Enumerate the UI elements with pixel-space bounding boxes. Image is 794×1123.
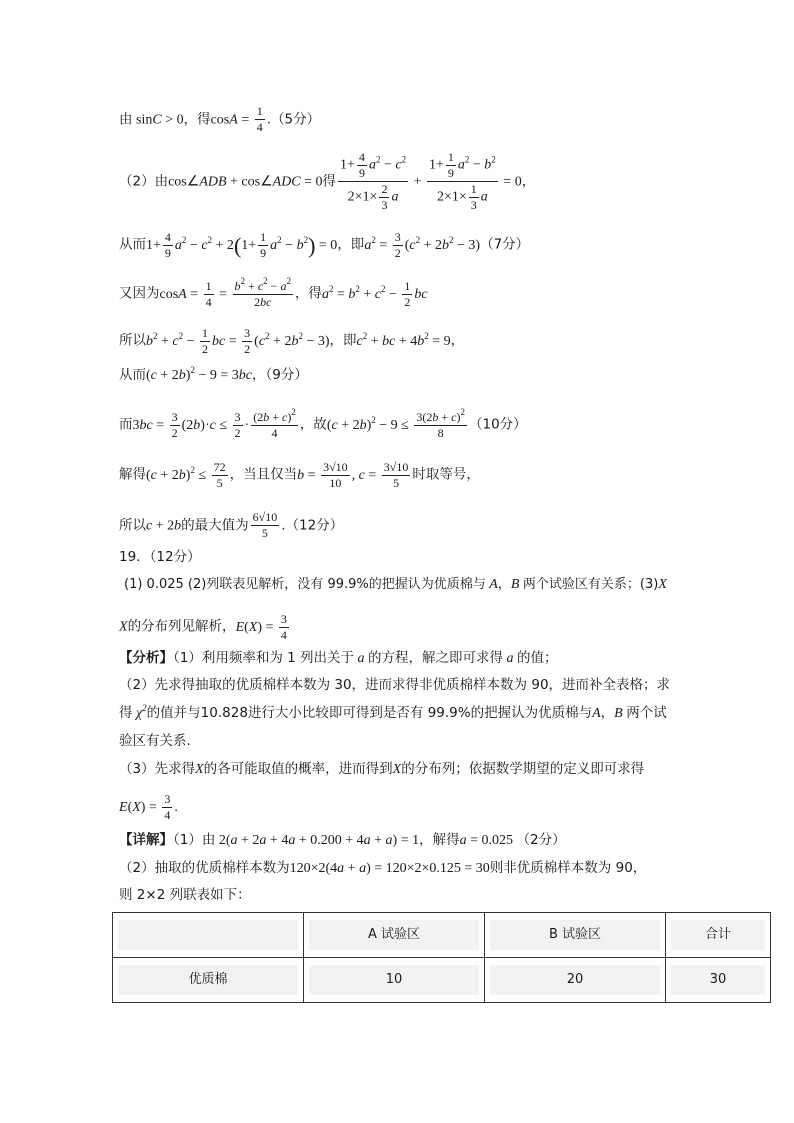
math: c + 2b — [146, 518, 182, 534]
math: 120×2(4a + a) = 120×2×0.125 = 30 — [289, 861, 490, 876]
text: ，解得 — [419, 832, 460, 848]
fraction: $\frac{1}{4}$ — [256, 104, 263, 134]
text: （7分） — [480, 236, 530, 253]
fraction: 1+ $\frac{1}{9}$ $a^2 - b^2$ 2×1× $\frac{1}{3}$ a — [428, 150, 496, 212]
line-2: （2）由cos∠ADB + cos∠ADC = 0得 1+ $\frac{4}{9}$ $a^2 - c^2$ 2×1× $\frac{2}{3}$ a + 1+ $\frac{1}{9}$ $a^2 - b^2$ 2×1× $\frac{1}{3}$ a = 0， — [119, 150, 536, 212]
cell-text: B 试验区 — [490, 920, 660, 950]
table-header-cell — [304, 913, 485, 958]
text: 所以 — [119, 517, 146, 534]
math: $a^2$ = $\frac{3}{2}$ $(c^2 + 2b^2 - 3)$ — [364, 230, 481, 260]
math: cosA = $\frac{1}{4}$ = $\frac{b^2 + c^2 - a^2}{2bc}$ — [159, 276, 291, 309]
text: 而 — [119, 416, 133, 433]
text: 的值并与10.828进行大小比较即可得到是否有 99.9%的把握认为优质棉与 — [146, 705, 593, 721]
math: 2(a + 2a + 4a + 0.200 + 4a + a) = 1 — [215, 833, 420, 848]
contingency-table — [112, 912, 771, 1003]
text: （2）抽取的优质棉样本数为 — [119, 860, 290, 876]
math: $(c + 2b)^2$ ≤ $\frac{72}{5}$ — [146, 460, 226, 490]
text: 19．（12分） — [119, 549, 201, 565]
analysis-line-3: 得 $\chi^2$的值并与10.828进行大小比较即可得到是否有 99.9%的把握认为优质棉与A，B 两个试 — [119, 703, 667, 721]
text: 两个试验区有关系；(3) — [522, 577, 659, 592]
text: 时取等号， — [412, 466, 480, 483]
table-cell — [113, 958, 304, 1003]
text: （2）先求得抽取的优质棉样本数为 30，进而求得非优质棉样本数为 90，进而补全表格；求 — [119, 677, 671, 693]
text: ， — [450, 332, 465, 349]
math: E(X) = $\frac{3}{4}$ . — [119, 792, 178, 822]
text: ， — [521, 173, 536, 190]
math: $a^2 = b^2 + c^2$ − $\frac{1}{2}$ bc — [321, 279, 428, 309]
cell-text: 20 — [490, 965, 660, 995]
text: （10分） — [468, 416, 527, 433]
table-header-row — [113, 913, 771, 958]
text: 的最大值为 — [181, 517, 249, 534]
line-4 — [119, 276, 428, 310]
math: sinC > 0 — [132, 112, 184, 128]
table-cell — [485, 958, 666, 1003]
text: 验区有关系. — [119, 733, 191, 749]
text: .（12分） — [281, 517, 344, 534]
text: 的分布列；依据数学期望的定义即可求得 — [401, 761, 645, 777]
text: ，当且仅当 — [229, 466, 298, 483]
text: 则非优质棉样本数为 90， — [489, 860, 647, 876]
text: 从而 — [119, 367, 146, 383]
text: 的值； — [517, 650, 558, 666]
line-9 — [119, 510, 343, 541]
text: 得 — [119, 705, 133, 721]
table-cell — [666, 958, 771, 1003]
line-3 — [119, 230, 529, 261]
table-cell — [304, 958, 485, 1003]
analysis-line-6 — [119, 792, 178, 823]
question-19-heading — [119, 548, 201, 566]
line-7 — [119, 407, 527, 441]
line-8 — [119, 460, 480, 491]
analysis-line-5: （3）先求得X的各可能取值的概率，进而得到X的分布列；依据数学期望的定义即可求得 — [119, 761, 645, 777]
text: 从而 — [119, 236, 146, 253]
line-6 — [119, 366, 308, 385]
line-5 — [119, 326, 464, 357]
math: E(X) = $\frac{3}{4}$ — [235, 612, 287, 642]
math: $c^2$ + bc + $4b^2 = 9$ — [356, 330, 451, 349]
text: 的分布列见解析， — [127, 618, 236, 635]
table-header-cell — [666, 913, 771, 958]
table-header-cell — [485, 913, 666, 958]
text: ，得 — [294, 285, 322, 302]
math: $(c + 2b)^2 - 9 = 3bc$ — [146, 365, 252, 383]
math: cos∠ADB + cos∠ADC = 0 — [168, 174, 323, 190]
text: 的各可能取值的概率，进而得到 — [203, 761, 393, 777]
detail-line-3 — [119, 886, 251, 904]
math: a = 0.025 — [459, 833, 517, 848]
analysis-line-2 — [119, 676, 670, 694]
cell-text: 优质棉 — [118, 965, 298, 995]
text: 由 — [119, 111, 133, 128]
cell-text — [118, 920, 298, 950]
text: （2分） — [516, 832, 566, 848]
text: 又因为 — [119, 285, 160, 302]
answer-summary-line-2: X的分布列见解析，E(X) = $\frac{3}{4}$ — [119, 612, 291, 643]
table-row — [113, 958, 771, 1003]
text: 得 — [322, 173, 337, 190]
analysis-line-1: 【分析】（1）利用频率和为 1 列出关于 a 的方程，解之即可求得 a 的值； — [119, 650, 558, 666]
cell-text: 30 — [671, 965, 765, 995]
detail-line-1 — [119, 831, 566, 850]
text: （2）由 — [119, 173, 169, 190]
math: b = $\frac{3√10}{10}$ , c = $\frac{3√10}{5}$ — [297, 460, 409, 490]
text: .（5分） — [266, 111, 321, 128]
text: 解得 — [119, 466, 146, 483]
math: cosA = — [210, 112, 253, 128]
text: （1）由 — [173, 832, 216, 848]
text: 两个试 — [626, 705, 667, 721]
cell-text: 合计 — [671, 920, 765, 950]
text: ，故 — [299, 416, 327, 433]
cell-text: 10 — [309, 965, 479, 995]
text: (1) 0.025 (2)列联表见解析，没有 99.9%的把握认为优质棉与 — [124, 577, 486, 592]
math: 3bc = $\frac{3}{2}$ (2b)·c ≤ $\frac{3}{2}$ · $\frac{(2b + c)^2}{4}$ — [132, 407, 296, 440]
text: 则 2×2 列联表如下： — [119, 887, 251, 903]
analysis-label: 【分析】 — [119, 650, 173, 666]
detail-line-2 — [119, 859, 646, 878]
line-1 — [119, 104, 320, 135]
text: 的方程，解之即可求得 — [368, 650, 504, 666]
table-header-cell — [113, 913, 304, 958]
fraction: $\frac{6√10}{5}$ — [252, 510, 278, 540]
detail-label: 【详解】 — [119, 832, 173, 848]
answer-summary-line-1: (1) 0.025 (2)列联表见解析，没有 99.9%的把握认为优质棉与 A，B 两个试验区有关系；(3)X — [124, 577, 667, 592]
text: （3）先求得 — [119, 761, 196, 777]
text: ，得 — [183, 111, 211, 128]
math: 1+ $\frac{4}{9}$ $a^2 - c^2 + 2(1+$ $\frac{1}{9}$ $a^2 - b^2) = 0$ — [146, 230, 338, 260]
text: 所以 — [119, 332, 146, 349]
text: ，即 — [329, 332, 357, 349]
cell-text: A 试验区 — [309, 920, 479, 950]
math: $(c + 2b)^2 - 9$ ≤ $\frac{3(2b + c)^2}{8}$ — [326, 407, 465, 440]
math: $b^2 + c^2$ − $\frac{1}{2}$ bc = $\frac{3}{2}$ $(c^2 + 2b^2 - 3)$ — [146, 326, 330, 356]
analysis-line-4 — [119, 732, 191, 750]
text: （1）利用频率和为 1 列出关于 — [173, 650, 355, 666]
fraction: 1+ $\frac{4}{9}$ $a^2 - c^2$ 2×1× $\frac{2}{3}$ a — [340, 150, 407, 212]
text: ，即 — [337, 236, 365, 253]
text: ，（9分） — [251, 367, 308, 383]
